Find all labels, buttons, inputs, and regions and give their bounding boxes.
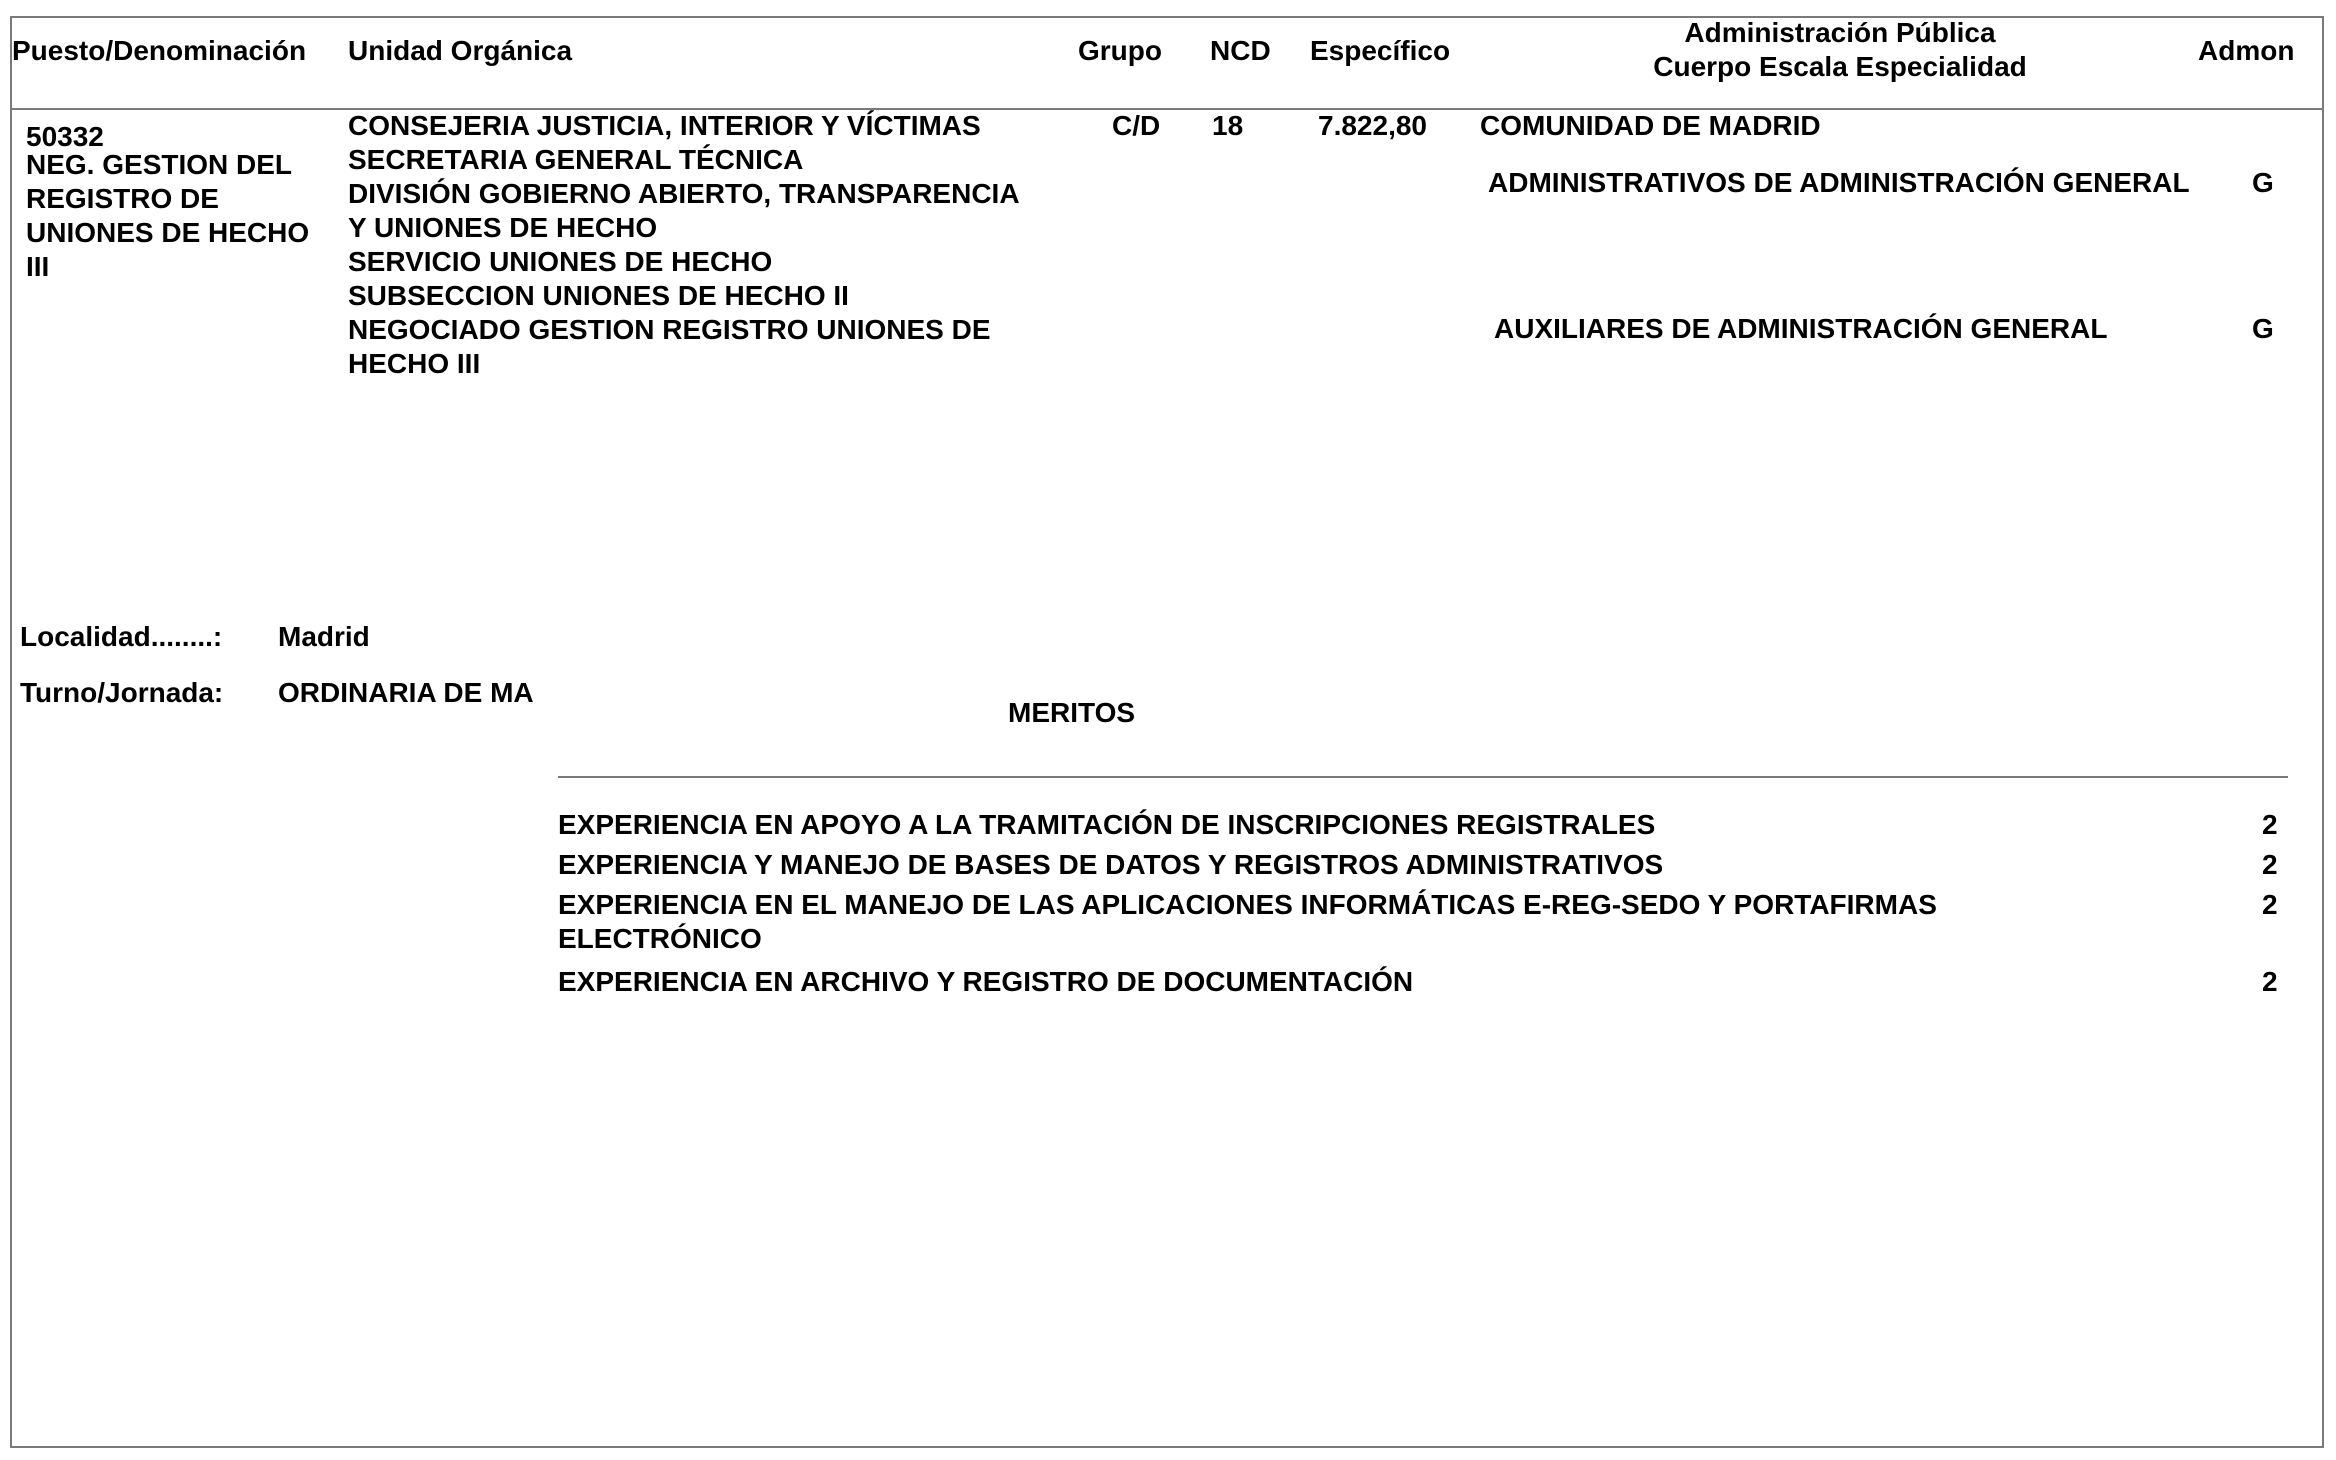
localidad-label: Localidad........: xyxy=(20,621,223,652)
cuerpo-name: AUXILIARES DE ADMINISTRACIÓN GENERAL xyxy=(1494,313,2108,344)
turno-label: Turno/Jornada: xyxy=(20,677,224,708)
denominacion-line: UNIONES DE HECHO xyxy=(26,217,310,248)
merito-text: EXPERIENCIA EN ARCHIVO Y REGISTRO DE DOCUMENTACIÓN xyxy=(558,966,1414,997)
header-ncd: NCD xyxy=(1210,35,1271,66)
cuerpo-name: ADMINISTRATIVOS DE ADMINISTRACIÓN GENERAL xyxy=(1488,167,2190,198)
merito-points: 2 xyxy=(2262,809,2278,840)
record-unidad xyxy=(348,109,1020,381)
meritos-divider xyxy=(558,776,2288,778)
unidad-line: DIVISIÓN GOBIERNO ABIERTO, TRANSPARENCIA xyxy=(348,178,1020,209)
header-especifico: Específico xyxy=(1310,35,1451,66)
header-cuerpo-escala: Cuerpo Escala Especialidad xyxy=(1653,51,2027,82)
merito-text: ELECTRÓNICO xyxy=(558,923,762,954)
unidad-line: NEGOCIADO GESTION REGISTRO UNIONES DE xyxy=(348,314,991,345)
merito-points: 2 xyxy=(2262,849,2278,880)
record-grupo: C/D xyxy=(1112,110,1161,141)
denominacion-line: REGISTRO DE xyxy=(26,183,219,214)
merito-points: 2 xyxy=(2262,889,2278,920)
cuerpo-admon: G xyxy=(2252,313,2274,344)
unidad-line: Y UNIONES DE HECHO xyxy=(348,212,658,243)
unidad-line: HECHO III xyxy=(348,348,481,379)
denominacion-line: NEG. GESTION DEL xyxy=(26,149,293,180)
merito-points: 2 xyxy=(2262,966,2278,997)
unidad-line: CONSEJERIA JUSTICIA, INTERIOR Y VÍCTIMAS xyxy=(348,110,981,141)
denominacion-line: III xyxy=(26,251,50,282)
record-denominacion xyxy=(26,148,309,284)
record-especifico: 7.822,80 xyxy=(1318,110,1427,141)
merito-text: EXPERIENCIA EN APOYO A LA TRAMITACIÓN DE INSCRIPCIONES REGISTRALES xyxy=(558,809,1656,840)
merito-text: EXPERIENCIA Y MANEJO DE BASES DE DATOS Y REGISTROS ADMINISTRATIVOS xyxy=(558,849,1664,880)
header-grupo: Grupo xyxy=(1078,35,1162,66)
record-ncd: 18 xyxy=(1212,110,1244,141)
cuerpo-admon: G xyxy=(2252,167,2274,198)
header-admin-publica: Administración Pública xyxy=(1684,17,1996,48)
localidad-value: Madrid xyxy=(278,621,370,652)
turno-value: ORDINARIA DE MA xyxy=(278,677,534,708)
header-admon: Admon xyxy=(2198,35,2295,66)
unidad-line: SERVICIO UNIONES DE HECHO xyxy=(348,246,773,277)
header-unidad: Unidad Orgánica xyxy=(348,35,573,66)
meritos-title: MERITOS xyxy=(1008,697,1136,728)
header-puesto: Puesto/Denominación xyxy=(12,35,307,66)
record-code: 50332 xyxy=(26,121,104,152)
unidad-line: SECRETARIA GENERAL TÉCNICA xyxy=(348,144,804,175)
merito-text: EXPERIENCIA EN EL MANEJO DE LAS APLICACIONES INFORMÁTICAS E-REG-SEDO Y PORTAFIRMAS xyxy=(558,889,1937,920)
unidad-line: SUBSECCION UNIONES DE HECHO II xyxy=(348,280,849,311)
record-administracion: COMUNIDAD DE MADRID xyxy=(1480,110,1821,141)
